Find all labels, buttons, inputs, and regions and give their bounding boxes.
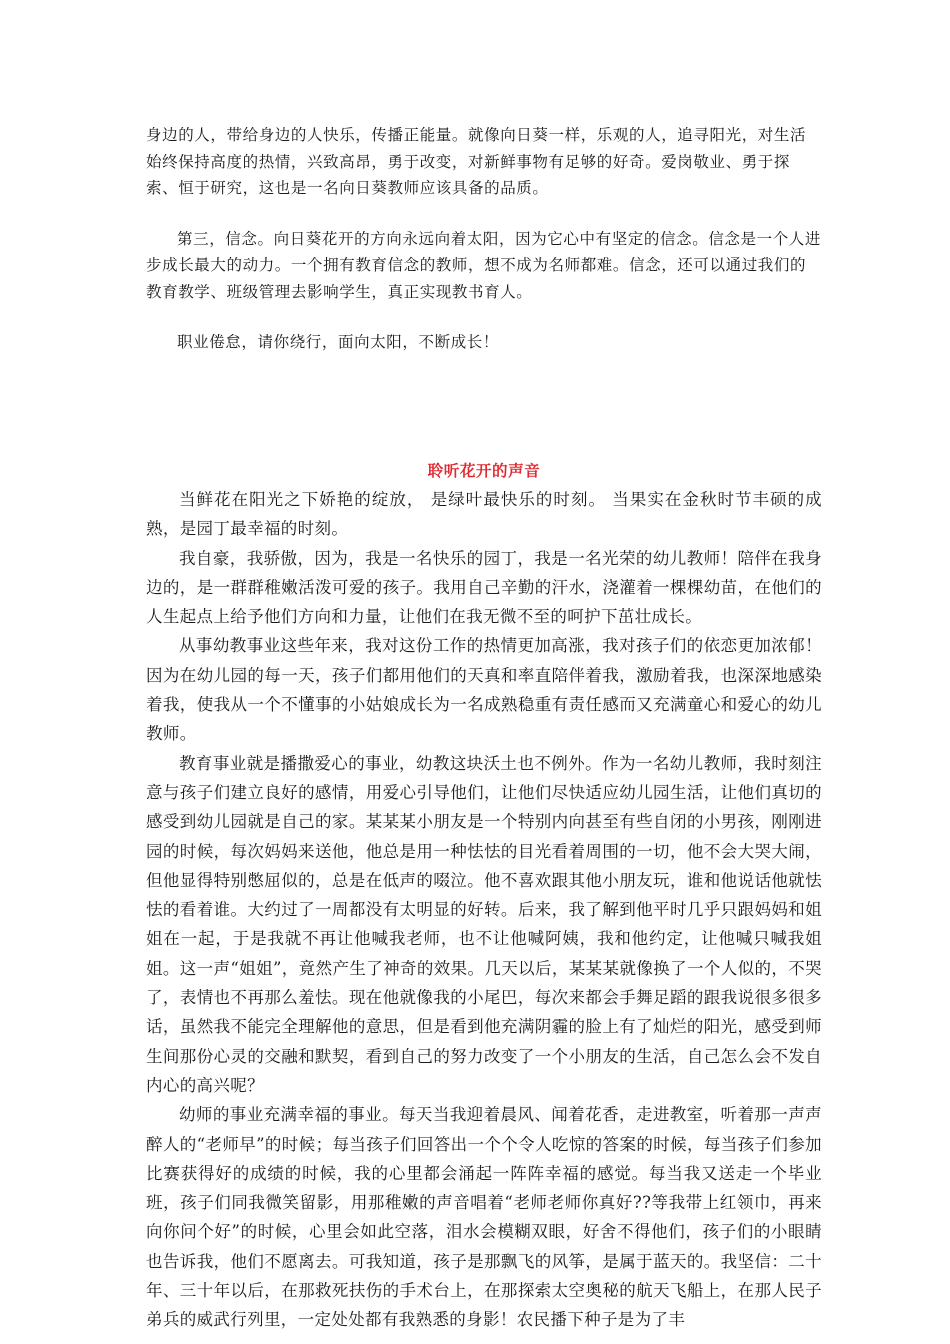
paragraph-gap — [146, 305, 822, 329]
body-paragraph: 我自豪，我骄傲，因为，我是一名快乐的园丁，我是一名光荣的幼儿教师！陪伴在我身边的，是一群群稚嫩活泼可爱的孩子。我用自己辛勤的汗水，浇灌着一棵棵幼苗，在他们的人生起点上给予他们方向和力量，让他们在我无微不至的呵护下茁壮成长。 — [146, 548, 822, 627]
body-paragraph: 教育事业就是播撒爱心的事业，幼教这块沃土也不例外。作为一名幼儿教师，我时刻注意与孩子们建立良好的感情，用爱心引导他们，让他们尽快适应幼儿园生活，让他们真切的感受到幼儿园就是自己的家。某某某小朋友是一个特别内向甚至有些自闭的小男孩，刚刚进园的时候，每次妈妈来送他，他总是用一种怯怯的目光看着周围的一切，他不会大哭大闹，但他显得特别憋屈似的，总是在低声的啜泣。他不喜欢跟其他小朋友玩，谁和他说话他就怯怯的看着谁。大约过了一周都没有太明显的好转。后来，我了解到他平时几乎只跟妈妈和姐姐在一起，于是我就不再让他喊我老师，也不让他喊阿姨，我和他约定，让他喊只喊我姐姐。这一声“姐姐”，竟然产生了神奇的效果。几天以后，某某某就像换了一个人似的，不哭了，表情也不再那么羞怯。现在他就像我的小尾巴，每次来都会手舞足蹈的跟我说很多很多话，虽然我不能完全理解他的意思，但是看到他充满阴霾的脸上有了灿烂的阳光，感受到师生间那份心灵的交融和默契，看到自己的努力改变了一个小朋友的生活，自己怎么会不发自内心的高兴呢？ — [146, 753, 822, 1095]
article-title: 聆听花开的声音 — [427, 461, 541, 480]
body-paragraph: 当鲜花在阳光之下娇艳的绽放， 是绿叶最快乐的时刻。 当果实在金秋时节丰硕的成熟，是园丁最幸福的时刻。 — [146, 490, 822, 539]
body-paragraph: 幼师的事业充满幸福的事业。每天当我迎着晨风、闻着花香，走进教室，听着那一声声醉人的“老师早”的时候；每当孩子们回答出一个个令人吃惊的答案的时候，每当孩子们参加比赛获得好的成绩的时候，我的心里都会涌起一阵阵幸福的感觉。每当我又送走一个毕业班，孩子们同我微笑留影，用那稚嫩的声音唱着“老师老师你真好??等我带上红领巾，再来向你问个好”的时候，心里会如此空落，泪水会模糊双眼，好舍不得他们，孩子们的小眼睛也告诉我，他们不愿离去。可我知道，孩子是那飘飞的风筝，是属于蓝天的。我坚信：二十年、三十年以后，在那救死扶伤的手术台上，在那探索太空奥秘的航天飞船上，在那人民子弟兵的威武行列里，一定处处都有我熟悉的身影！农民播下种子是为了丰 — [146, 1105, 822, 1330]
body-paragraph: 从事幼教事业这些年来，我对这份工作的热情更加高涨，我对孩子们的依恋更加浓郁！因为在幼儿园的每一天，孩子们都用他们的天真和率直陪伴着我，激励着我，也深深地感染着我，使我从一个不懂事的小姑娘成长为一名成熟稳重有责任感而又充满童心和爱心的幼儿教师。 — [146, 636, 822, 744]
paragraph-closing-line: 职业倦怠，请你绕行，面向太阳，不断成长！ — [177, 333, 500, 351]
paragraph-belief: 第三，信念。向日葵花开的方向永远向着太阳，因为它心中有坚定的信念。信念是一个人进步成长最大的动力。一个拥有教育信念的教师，想不成为名师都难。信念，还可以通过我们的教育教学、班级管理去影响学生，真正实现教书育人。 — [146, 229, 822, 301]
paragraph-gap — [146, 202, 822, 226]
section-two-body — [146, 485, 822, 1335]
section-one — [146, 122, 822, 356]
paragraph-sunflower-qualities: 身边的人，带给身边的人快乐，传播正能量。就像向日葵一样，乐观的人，追寻阳光，对生活始终保持高度的热情，兴致高昂，勇于改变，对新鲜事物有足够的好奇。爱岗敬业、勇于探索、恒于研究，这也是一名向日葵教师应该具备的品质。 — [146, 126, 807, 197]
